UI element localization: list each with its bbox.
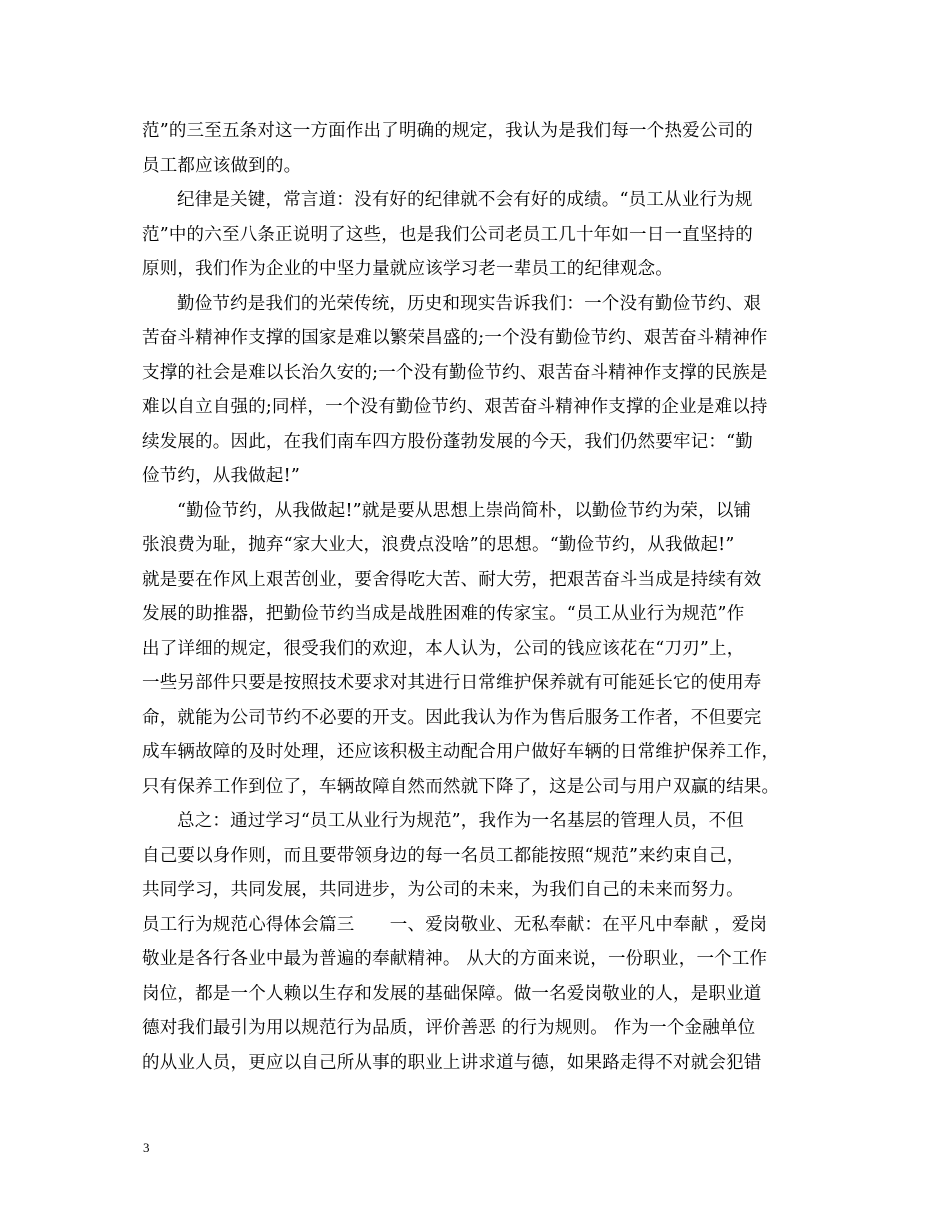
text-line: 德对我们最引为用以规范行为品质，评价善恶 的行为规则。 作为一个金融单位 [142, 1018, 756, 1038]
text-line: 张浪费为耻，抛弃“家大业大，浪费点没啥”的思想。“勤俭节约，从我做起!” [142, 535, 735, 555]
text-line: 出了详细的规定，很受我们的欢迎，本人认为，公司的钱应该花在“刀刃”上， [142, 638, 745, 659]
text-line: 的从业人员，更应以自己所从事的职业上讲求道与德，如果路走得不对就会犯错 [142, 1052, 762, 1073]
paragraph-start-line: 纪律是关键，常言道：没有好的纪律就不会有好的成绩。“员工从业行为规 [177, 190, 753, 210]
text-line: 发展的助推器，把勤俭节约当成是战胜困难的传家宝。“员工从业行为规范”作 [142, 604, 745, 624]
text-line: 只有保养工作到位了，车辆故障自然而然就下降了，这是公司与用户双赢的结果。 [142, 776, 780, 797]
paragraph-start-line: 勤俭节约是我们的光荣传统，历史和现实告诉我们：一个没有勤俭节约、艰 [177, 293, 762, 314]
text-line: 续发展的。因此，在我们南车四方股份蓬勃发展的今天，我们仍然要牢记：“勤 [142, 431, 753, 452]
text-line: 难以自立自强的;同样，一个没有勤俭节约、艰苦奋斗精神作支撑的企业是难以持 [142, 397, 768, 417]
paragraph-start-line: “勤俭节约，从我做起!”就是要从思想上崇尚简朴，以勤俭节约为荣，以铺 [177, 500, 752, 521]
text-line: 苦奋斗精神作支撑的国家是难以繁荣昌盛的;一个没有勤俭节约、艰苦奋斗精神作 [142, 328, 768, 348]
document-body [142, 114, 814, 1080]
text-line: 成车辆故障的及时处理，还应该积极主动配合用户做好车辆的日常维护保养工作， [142, 742, 780, 762]
text-line: 就是要在作风上艰苦创业，要舍得吃大苦、耐大劳，把艰苦奋斗当成是持续有效 [142, 569, 762, 590]
page-number: 3 [143, 1140, 150, 1155]
text-line: 范”的三至五条对这一方面作出了明确的规定，我认为是我们每一个热爱公司的 [142, 121, 753, 141]
text-line: 命，就能为公司节约不必要的开支。因此我认为作为售后服务工作者，不但要完 [142, 707, 762, 728]
paragraph-start-line: 总之：通过学习“员工从业行为规范”，我作为一名基层的管理人员，不但 [177, 811, 744, 831]
section-heading-line: 员工行为规范心得体会篇三 一、爱岗敬业、无私奉献：在平凡中奉献 ，爱岗 [142, 914, 768, 935]
text-line: 一些另部件只要是按照技术要求对其进行日常维护保养就有可能延长它的使用寿 [142, 673, 762, 693]
text-line: 俭节约，从我做起!” [142, 466, 300, 486]
text-line: 原则，我们作为企业的中坚力量就应该学习老一辈员工的纪律观念。 [142, 259, 673, 279]
text-line: 岗位，都是一个人赖以生存和发展的基础保障。做一名爱岗敬业的人，是职业道 [142, 983, 762, 1004]
text-line: 支撑的社会是难以长治久安的;一个没有勤俭节约、艰苦奋斗精神作支撑的民族是 [142, 362, 768, 383]
text-line: 自己要以身作则，而且要带领身边的每一名员工都能按照“规范”来约束自己， [142, 845, 745, 866]
text-line: 敬业是各行各业中最为普遍的奉献精神。 从大的方面来说，一份职业，一个工作 [142, 949, 768, 969]
text-line: 范”中的六至八条正说明了这些，也是我们公司老员工几十年如一日一直坚持的 [142, 224, 753, 245]
text-line: 共同学习，共同发展，共同进步，为公司的未来，为我们自己的未来而努力。 [142, 880, 744, 900]
text-line: 员工都应该做到的。 [142, 155, 302, 176]
